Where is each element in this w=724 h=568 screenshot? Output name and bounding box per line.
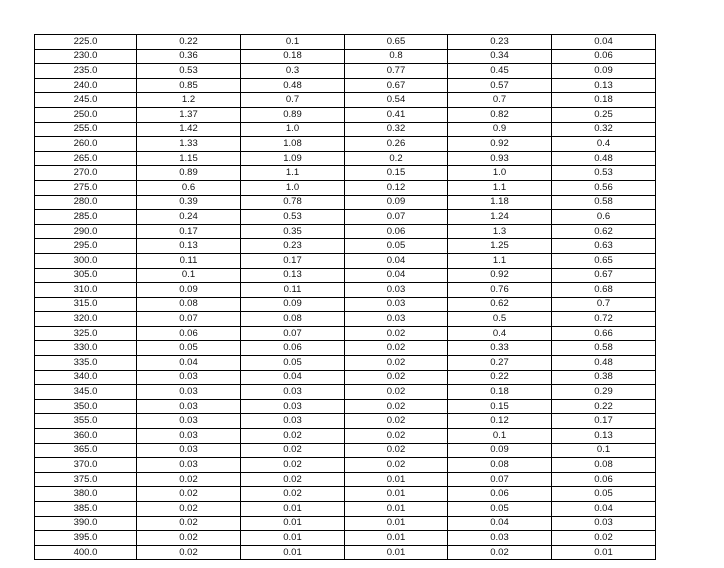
table-row [35, 443, 656, 458]
table-cell: 0.06 [552, 472, 656, 487]
table-cell: 0.2 [345, 151, 448, 166]
table-cell: 0.1 [552, 443, 656, 458]
table-cell: 0.56 [552, 180, 656, 195]
table-cell: 0.05 [448, 502, 552, 517]
table-cell: 0.1 [241, 35, 345, 50]
table-cell: 0.03 [448, 531, 552, 546]
table-cell: 0.24 [137, 210, 241, 225]
table-cell: 0.05 [552, 487, 656, 502]
table-cell: 0.03 [137, 458, 241, 473]
table-cell: 0.68 [552, 283, 656, 298]
table-cell: 0.33 [448, 341, 552, 356]
table-cell: 0.08 [241, 312, 345, 327]
table-cell: 0.57 [448, 78, 552, 93]
table-cell: 0.09 [448, 443, 552, 458]
table-cell: 0.08 [448, 458, 552, 473]
table-cell: 0.11 [137, 253, 241, 268]
table-cell: 0.48 [552, 151, 656, 166]
table-cell: 0.02 [448, 545, 552, 560]
table-cell: 0.01 [241, 545, 345, 560]
table-cell: 0.82 [448, 107, 552, 122]
table-cell: 0.17 [552, 414, 656, 429]
table-cell: 0.78 [241, 195, 345, 210]
table-cell: 230.0 [35, 49, 137, 64]
table-row [35, 210, 656, 225]
table-cell: 340.0 [35, 370, 137, 385]
table-cell: 0.38 [552, 370, 656, 385]
table-row [35, 122, 656, 137]
table-row [35, 78, 656, 93]
table-cell: 295.0 [35, 239, 137, 254]
table-row [35, 49, 656, 64]
table-row [35, 414, 656, 429]
table-cell: 0.36 [137, 49, 241, 64]
table-cell: 0.1 [137, 268, 241, 283]
table-cell: 0.04 [552, 502, 656, 517]
table-cell: 0.11 [241, 283, 345, 298]
table-cell: 0.04 [345, 268, 448, 283]
table-cell: 0.07 [448, 472, 552, 487]
table-cell: 0.62 [552, 224, 656, 239]
table-row [35, 312, 656, 327]
table-cell: 1.15 [137, 151, 241, 166]
table-cell: 0.77 [345, 64, 448, 79]
table-cell: 1.08 [241, 137, 345, 152]
table-cell: 310.0 [35, 283, 137, 298]
table-cell: 0.02 [137, 472, 241, 487]
table-cell: 0.13 [552, 78, 656, 93]
table-cell: 0.66 [552, 326, 656, 341]
table-row [35, 224, 656, 239]
table-cell: 0.03 [137, 370, 241, 385]
table-row [35, 516, 656, 531]
table-cell: 0.6 [552, 210, 656, 225]
table-cell: 0.02 [345, 399, 448, 414]
table-row [35, 239, 656, 254]
table-cell: 1.1 [448, 253, 552, 268]
table-cell: 0.89 [137, 166, 241, 181]
table-cell: 400.0 [35, 545, 137, 560]
table-cell: 0.53 [241, 210, 345, 225]
table-cell: 0.01 [345, 487, 448, 502]
table-cell: 360.0 [35, 429, 137, 444]
table-cell: 0.01 [345, 516, 448, 531]
table-cell: 270.0 [35, 166, 137, 181]
table-cell: 0.34 [448, 49, 552, 64]
table-cell: 0.01 [345, 502, 448, 517]
table-cell: 0.02 [241, 443, 345, 458]
table-cell: 0.26 [345, 137, 448, 152]
table-cell: 0.92 [448, 137, 552, 152]
table-cell: 0.6 [137, 180, 241, 195]
table-cell: 0.02 [137, 487, 241, 502]
table-cell: 355.0 [35, 414, 137, 429]
table-cell: 0.03 [137, 385, 241, 400]
table-cell: 0.18 [552, 93, 656, 108]
table-cell: 0.08 [552, 458, 656, 473]
table-cell: 0.05 [345, 239, 448, 254]
table-row [35, 195, 656, 210]
table-cell: 285.0 [35, 210, 137, 225]
table-cell: 0.03 [345, 297, 448, 312]
table-cell: 0.09 [552, 64, 656, 79]
table-cell: 0.06 [241, 341, 345, 356]
table-cell: 330.0 [35, 341, 137, 356]
table-cell: 0.67 [345, 78, 448, 93]
table-row [35, 107, 656, 122]
table-cell: 0.09 [137, 283, 241, 298]
table-row [35, 487, 656, 502]
table-cell: 1.33 [137, 137, 241, 152]
table-row [35, 137, 656, 152]
table-row [35, 385, 656, 400]
table-cell: 0.85 [137, 78, 241, 93]
table-cell: 0.02 [241, 487, 345, 502]
table-cell: 0.03 [137, 399, 241, 414]
table-cell: 255.0 [35, 122, 137, 137]
table-cell: 0.03 [137, 443, 241, 458]
table-cell: 0.7 [448, 93, 552, 108]
table-cell: 0.03 [241, 399, 345, 414]
table-cell: 0.03 [137, 414, 241, 429]
table-cell: 0.58 [552, 341, 656, 356]
table-cell: 0.02 [241, 472, 345, 487]
table-cell: 0.4 [448, 326, 552, 341]
table-cell: 1.1 [241, 166, 345, 181]
table-cell: 0.65 [552, 253, 656, 268]
table-cell: 260.0 [35, 137, 137, 152]
table-cell: 0.3 [241, 64, 345, 79]
table-cell: 0.06 [448, 487, 552, 502]
table-cell: 320.0 [35, 312, 137, 327]
table-cell: 0.76 [448, 283, 552, 298]
table-cell: 0.02 [345, 356, 448, 371]
table-cell: 0.65 [345, 35, 448, 50]
table-cell: 225.0 [35, 35, 137, 50]
table-row [35, 502, 656, 517]
table-cell: 245.0 [35, 93, 137, 108]
table-cell: 0.13 [241, 268, 345, 283]
table-cell: 0.03 [241, 385, 345, 400]
table-cell: 0.25 [552, 107, 656, 122]
table-cell: 0.09 [241, 297, 345, 312]
table-cell: 1.0 [448, 166, 552, 181]
table-cell: 240.0 [35, 78, 137, 93]
table-cell: 1.2 [137, 93, 241, 108]
table-cell: 0.02 [345, 429, 448, 444]
table-cell: 390.0 [35, 516, 137, 531]
table-cell: 380.0 [35, 487, 137, 502]
table-cell: 0.03 [137, 429, 241, 444]
table-cell: 280.0 [35, 195, 137, 210]
table-cell: 0.54 [345, 93, 448, 108]
table-row [35, 545, 656, 560]
table-cell: 0.41 [345, 107, 448, 122]
table-cell: 235.0 [35, 64, 137, 79]
table-cell: 335.0 [35, 356, 137, 371]
table-cell: 0.1 [448, 429, 552, 444]
table-row [35, 531, 656, 546]
table-cell: 0.02 [345, 458, 448, 473]
table-cell: 0.17 [137, 224, 241, 239]
table-cell: 290.0 [35, 224, 137, 239]
table-cell: 0.01 [345, 531, 448, 546]
table-cell: 0.01 [241, 502, 345, 517]
table-cell: 0.39 [137, 195, 241, 210]
table-cell: 365.0 [35, 443, 137, 458]
table-cell: 0.02 [345, 341, 448, 356]
table-cell: 0.48 [241, 78, 345, 93]
table-cell: 375.0 [35, 472, 137, 487]
table-cell: 0.07 [241, 326, 345, 341]
table-cell: 0.22 [552, 399, 656, 414]
table-cell: 385.0 [35, 502, 137, 517]
table-cell: 265.0 [35, 151, 137, 166]
table-cell: 1.24 [448, 210, 552, 225]
table-cell: 0.18 [448, 385, 552, 400]
table-cell: 0.12 [448, 414, 552, 429]
table-cell: 1.18 [448, 195, 552, 210]
table-cell: 0.48 [552, 356, 656, 371]
table-cell: 0.89 [241, 107, 345, 122]
table-cell: 305.0 [35, 268, 137, 283]
table-cell: 0.02 [137, 531, 241, 546]
table-row [35, 268, 656, 283]
table-cell: 300.0 [35, 253, 137, 268]
table-cell: 0.03 [552, 516, 656, 531]
table-cell: 0.22 [137, 35, 241, 50]
table-row [35, 180, 656, 195]
table-cell: 0.04 [345, 253, 448, 268]
table-cell: 0.02 [552, 531, 656, 546]
table-cell: 0.12 [345, 180, 448, 195]
table-cell: 0.62 [448, 297, 552, 312]
table-cell: 0.27 [448, 356, 552, 371]
table-cell: 0.01 [552, 545, 656, 560]
table-cell: 0.02 [241, 429, 345, 444]
table-cell: 0.02 [345, 385, 448, 400]
table-cell: 0.02 [345, 326, 448, 341]
table-cell: 0.13 [552, 429, 656, 444]
table-cell: 370.0 [35, 458, 137, 473]
table-cell: 0.01 [241, 531, 345, 546]
table-cell: 0.03 [241, 414, 345, 429]
data-table-body [35, 35, 656, 560]
table-row [35, 472, 656, 487]
table-cell: 250.0 [35, 107, 137, 122]
table-row [35, 399, 656, 414]
table-cell: 0.02 [137, 545, 241, 560]
table-cell: 0.4 [552, 137, 656, 152]
table-cell: 350.0 [35, 399, 137, 414]
table-row [35, 166, 656, 181]
table-cell: 0.8 [345, 49, 448, 64]
table-cell: 1.3 [448, 224, 552, 239]
table-cell: 0.01 [241, 516, 345, 531]
table-row [35, 356, 656, 371]
table-cell: 1.42 [137, 122, 241, 137]
table-cell: 0.06 [345, 224, 448, 239]
table-row [35, 253, 656, 268]
table-row [35, 283, 656, 298]
table-cell: 0.09 [345, 195, 448, 210]
table-cell: 0.35 [241, 224, 345, 239]
table-cell: 0.04 [448, 516, 552, 531]
table-cell: 0.06 [137, 326, 241, 341]
table-cell: 0.02 [345, 443, 448, 458]
table-cell: 0.63 [552, 239, 656, 254]
table-cell: 0.07 [345, 210, 448, 225]
table-cell: 0.04 [552, 35, 656, 50]
table-cell: 0.58 [552, 195, 656, 210]
table-cell: 0.05 [241, 356, 345, 371]
table-cell: 0.67 [552, 268, 656, 283]
table-cell: 1.1 [448, 180, 552, 195]
table-cell: 0.02 [137, 502, 241, 517]
table-cell: 0.04 [241, 370, 345, 385]
table-cell: 0.18 [241, 49, 345, 64]
table-row [35, 297, 656, 312]
table-cell: 0.02 [345, 414, 448, 429]
table-cell: 0.7 [241, 93, 345, 108]
table-cell: 0.05 [137, 341, 241, 356]
table-cell: 275.0 [35, 180, 137, 195]
table-cell: 0.04 [137, 356, 241, 371]
table-cell: 0.53 [552, 166, 656, 181]
table-cell: 0.02 [137, 516, 241, 531]
table-cell: 1.09 [241, 151, 345, 166]
table-cell: 1.37 [137, 107, 241, 122]
table-row [35, 93, 656, 108]
table-cell: 1.0 [241, 180, 345, 195]
table-cell: 325.0 [35, 326, 137, 341]
table-cell: 315.0 [35, 297, 137, 312]
table-cell: 0.29 [552, 385, 656, 400]
table-cell: 0.22 [448, 370, 552, 385]
table-cell: 0.45 [448, 64, 552, 79]
table-cell: 0.23 [241, 239, 345, 254]
table-cell: 0.7 [552, 297, 656, 312]
table-cell: 0.13 [137, 239, 241, 254]
table-row [35, 370, 656, 385]
table-cell: 1.0 [241, 122, 345, 137]
table-cell: 0.01 [345, 545, 448, 560]
table-cell: 0.93 [448, 151, 552, 166]
table-cell: 0.53 [137, 64, 241, 79]
table-cell: 0.06 [552, 49, 656, 64]
table-cell: 0.03 [345, 312, 448, 327]
table-cell: 0.23 [448, 35, 552, 50]
table-row [35, 341, 656, 356]
table-cell: 0.72 [552, 312, 656, 327]
table-cell: 0.17 [241, 253, 345, 268]
table-cell: 0.02 [345, 370, 448, 385]
table-cell: 395.0 [35, 531, 137, 546]
table-row [35, 458, 656, 473]
table-cell: 345.0 [35, 385, 137, 400]
table-cell: 0.07 [137, 312, 241, 327]
table-cell: 0.92 [448, 268, 552, 283]
table-row [35, 64, 656, 79]
table-cell: 0.32 [552, 122, 656, 137]
data-table [34, 34, 656, 560]
table-row [35, 35, 656, 50]
table-cell: 0.01 [345, 472, 448, 487]
table-cell: 0.9 [448, 122, 552, 137]
table-row [35, 326, 656, 341]
table-cell: 0.15 [345, 166, 448, 181]
table-cell: 1.25 [448, 239, 552, 254]
table-cell: 0.15 [448, 399, 552, 414]
table-cell: 0.32 [345, 122, 448, 137]
table-cell: 0.03 [345, 283, 448, 298]
table-cell: 0.08 [137, 297, 241, 312]
table-cell: 0.5 [448, 312, 552, 327]
table-row [35, 429, 656, 444]
table-row [35, 151, 656, 166]
table-cell: 0.02 [241, 458, 345, 473]
